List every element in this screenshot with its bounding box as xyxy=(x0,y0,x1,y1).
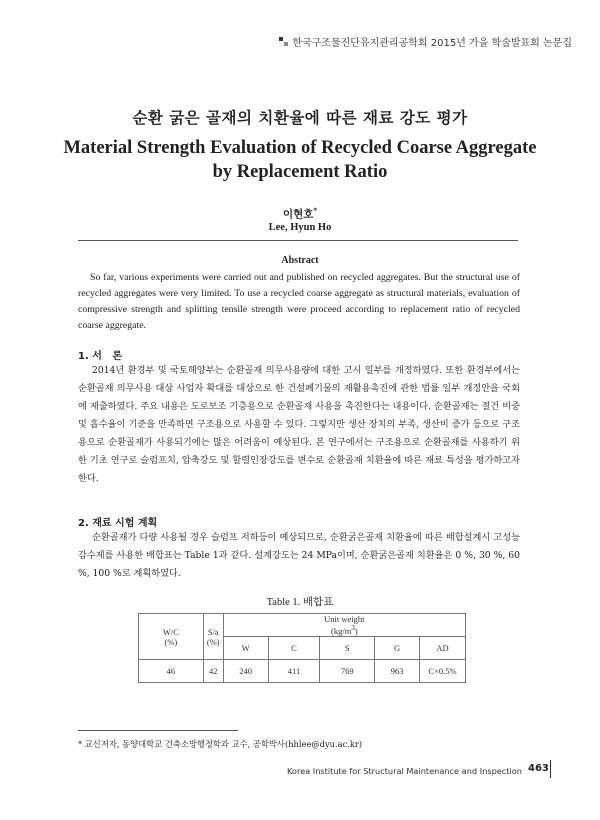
footnote-divider xyxy=(78,730,238,731)
section1-body: 2014년 환경부 및 국토해양부는 순환골재 의무사용량에 대한 고시 일부를 개정하였다. 또한 환경부에서는 순환골재 의무사용 대상 사업자 확대를 대상으로 한 건설폐기물의 재활용촉진에 관한 법률 일부 개정안을 국회에 제출하였다. 주요 내용은 도로보조 기층용으로 순환골재 사용을 촉진한다는 내용이다. 순환골재는 절건 비중 및 흡수율이 기준을 만족하면 구조용으로 사용할 수 있다. 그렇지만 생산 장치의 부족, 생산비 증가 등으로 구조용으로 순환골재가 사용되기에는 많은 어려움이 예상된다. 본 연구에서는 구조용으로 순환골재를 사용하기 위한 기초 연구로 슬럼프치, 압축강도 및 할렬인장강도를 변수로 순환골재 치환율에 따른 재료 특성을 평가하고자 한다. xyxy=(78,365,520,484)
table-cell: 769 xyxy=(320,660,375,683)
running-header xyxy=(279,34,572,49)
table-cell: 963 xyxy=(375,660,420,683)
abstract-text: So far, various experiments were carried out and published on recycled aggregates. But the structural use of recycled aggregates were very limited. To use a recycled coarse aggregate as structural materials, evaluation of compressive strength and splitting tensile strength were proceed according to replacement ratio of recycled coarse aggregate. xyxy=(78,272,520,331)
title-korean: 순환 굵은 골재의 치환율에 따른 재료 강도 평가 xyxy=(132,108,468,127)
table-cell: 46 xyxy=(139,660,204,683)
footnote: * 교신저자, 동양대학교 건축소방행정학과 교수, 공학박사(hhlee@dyu.ac.kr) xyxy=(78,739,363,749)
column-header: G xyxy=(375,637,420,660)
author-name-korean: 이현호 xyxy=(282,208,314,221)
footer-text: Korea Institute for Structural Maintenance and Inspection xyxy=(286,766,522,776)
page-number: 463 xyxy=(528,763,549,774)
sa-header: S/a (%) xyxy=(203,614,223,660)
title-english xyxy=(0,136,600,184)
table-cell: 411 xyxy=(268,660,320,683)
column-header: C xyxy=(268,637,320,660)
table-caption: Table 1. 배합표 xyxy=(266,597,334,608)
footer-bar xyxy=(550,760,551,778)
column-header: W xyxy=(223,637,268,660)
abstract-heading: Abstract xyxy=(281,255,319,266)
column-header: AD xyxy=(420,637,466,660)
mix-proportion-table xyxy=(138,613,466,683)
divider xyxy=(78,240,518,241)
society-logo-icon xyxy=(279,37,288,46)
table-cell: C×0.5% xyxy=(420,660,466,683)
author-marker: * xyxy=(313,206,318,215)
header-text: 한국구조물진단유지관리공학회 2015년 가을 학술발표회 논문집 xyxy=(292,38,572,49)
section2-heading: 2. 재료 시험 계획 xyxy=(78,518,158,529)
wc-header: W/C (%) xyxy=(139,614,204,660)
column-header: S xyxy=(320,637,375,660)
title-english-line2: by Replacement Ratio xyxy=(212,162,388,182)
title-english-line1: Material Strength Evaluation of Recycled Coarse Aggregate xyxy=(63,138,537,158)
table-cell: 240 xyxy=(223,660,268,683)
table-cell: 42 xyxy=(203,660,223,683)
section1-heading: 1. 서 론 xyxy=(78,351,123,362)
author-english: Lee, Hyun Ho xyxy=(268,222,332,233)
section2-body: 순환골재가 다량 사용될 경우 슬럼프 저하등이 예상되므로, 순환굵은골재 치환율에 따른 배합설계시 고성능 감수제를 사용한 배합표는 Table 1과 같다. 설계강도는 24 MPa이며, 순환굵은골재 치환율은 0 %, 30 %, 60 %, 100 %로 계획하였다. xyxy=(78,532,520,579)
table-header-row xyxy=(139,614,466,637)
table-row xyxy=(139,660,466,683)
author-korean xyxy=(0,206,600,222)
unit-weight-header: Unit weight $(kg/m^3)$ xyxy=(223,614,465,637)
